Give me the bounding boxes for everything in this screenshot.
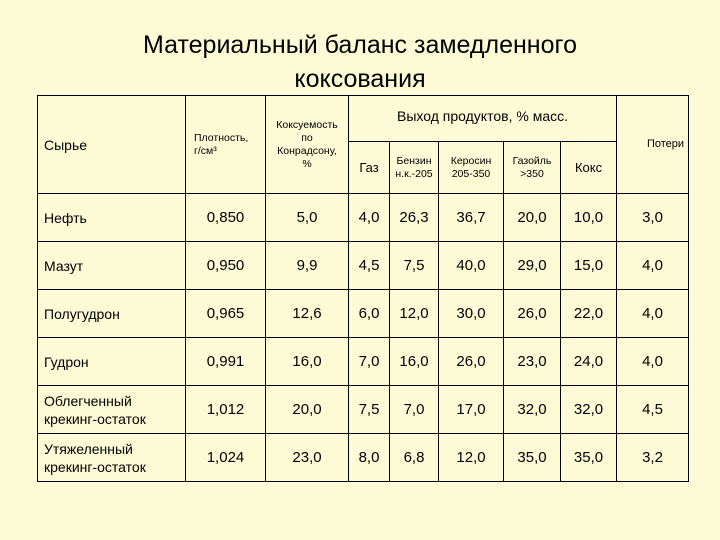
cell-gasoline: 16,0 [390,338,439,386]
row-name-line1: Полугудрон [44,305,120,322]
cell-losses: 4,0 [617,338,689,386]
cell-kerosene: 17,0 [439,386,504,434]
cell-coke: 15,0 [561,242,617,290]
row-name-line1: Мазут [44,257,84,274]
cell-coke: 32,0 [561,386,617,434]
cell-coking: 23,0 [266,434,349,482]
row-name [38,290,186,338]
cell-losses: 3,2 [617,434,689,482]
cell-density: 1,012 [186,386,266,434]
cell-density: 1,024 [186,434,266,482]
cell-coking: 9,9 [266,242,349,290]
cell-density: 0,991 [186,338,266,386]
table-row [38,338,689,386]
cell-coking: 5,0 [266,194,349,242]
cell-losses: 4,0 [617,242,689,290]
cell-kerosene: 36,7 [439,194,504,242]
cell-density: 0,850 [186,194,266,242]
header-coking-line3: Конрадсону, [277,144,337,157]
header-kerosene [439,142,504,194]
cell-gasoil: 32,0 [504,386,561,434]
row-name-line1: Утяжеленный [44,440,133,457]
row-name-line1: Нефть [44,209,87,226]
header-gas: Газ [349,142,390,194]
row-name [38,338,186,386]
header-coking-line2: по [301,131,313,144]
cell-coke: 35,0 [561,434,617,482]
cell-density: 0,950 [186,242,266,290]
cell-gasoil: 29,0 [504,242,561,290]
cell-gas: 4,5 [349,242,390,290]
cell-gas: 6,0 [349,290,390,338]
row-name-line1: Гудрон [44,353,89,370]
header-raw: Сырье [38,96,186,194]
cell-gas: 7,0 [349,338,390,386]
row-name-line2: крекинг-остаток [44,458,146,475]
cell-gasoline: 7,0 [390,386,439,434]
cell-losses: 4,5 [617,386,689,434]
header-density [186,96,266,194]
table-row [38,434,689,482]
header-kerosene-line1: Керосин [450,154,492,167]
header-gasoline-line2: н.к.-205 [395,167,433,180]
header-gasoline [390,142,439,194]
header-coking-line1: Коксуемость [276,118,338,131]
row-name [38,386,186,434]
header-density-line1: Плотность, [194,131,249,144]
cell-kerosene: 40,0 [439,242,504,290]
cell-losses: 3,0 [617,194,689,242]
header-gasoil-line1: Газойль [512,154,552,167]
row-name [38,242,186,290]
header-coke: Кокс [561,142,617,194]
cell-gasoline: 6,8 [390,434,439,482]
cell-coke: 10,0 [561,194,617,242]
header-coking [266,96,349,194]
cell-kerosene: 26,0 [439,338,504,386]
cell-coking: 12,6 [266,290,349,338]
material-balance-table [37,95,689,482]
cell-gas: 8,0 [349,434,390,482]
cell-kerosene: 12,0 [439,434,504,482]
cell-gas: 4,0 [349,194,390,242]
cell-gasoil: 26,0 [504,290,561,338]
cell-kerosene: 30,0 [439,290,504,338]
cell-coking: 16,0 [266,338,349,386]
row-name [38,434,186,482]
row-name-line2: крекинг-остаток [44,410,146,427]
header-kerosene-line2: 205-350 [451,167,491,180]
table-row [38,242,689,290]
page-title [0,28,720,96]
cell-density: 0,965 [186,290,266,338]
cell-gasoline: 12,0 [390,290,439,338]
title-line-2: коксования [294,65,426,93]
table-row [38,386,689,434]
cell-gasoil: 35,0 [504,434,561,482]
cell-gasoline: 7,5 [390,242,439,290]
header-yield: Выход продуктов, % масс. [349,96,617,142]
header-row-1 [38,96,689,142]
row-name-line1: Облегченный [44,392,132,409]
cell-gas: 7,5 [349,386,390,434]
cell-losses: 4,0 [617,290,689,338]
cell-gasoil: 23,0 [504,338,561,386]
cell-coke: 22,0 [561,290,617,338]
header-losses: Потери [617,96,689,194]
header-gasoil [504,142,561,194]
header-coking-line4: % [302,157,312,170]
header-gasoline-line1: Бензин [396,154,432,167]
cell-gasoline: 26,3 [390,194,439,242]
header-gasoil-line2: >350 [520,167,544,180]
cell-coke: 24,0 [561,338,617,386]
title-line-1: Материальный баланс замедленного [143,31,577,59]
table-row [38,194,689,242]
cell-gasoil: 20,0 [504,194,561,242]
header-density-line2: г/см³ [194,144,217,157]
cell-coking: 20,0 [266,386,349,434]
table-row [38,290,689,338]
row-name [38,194,186,242]
